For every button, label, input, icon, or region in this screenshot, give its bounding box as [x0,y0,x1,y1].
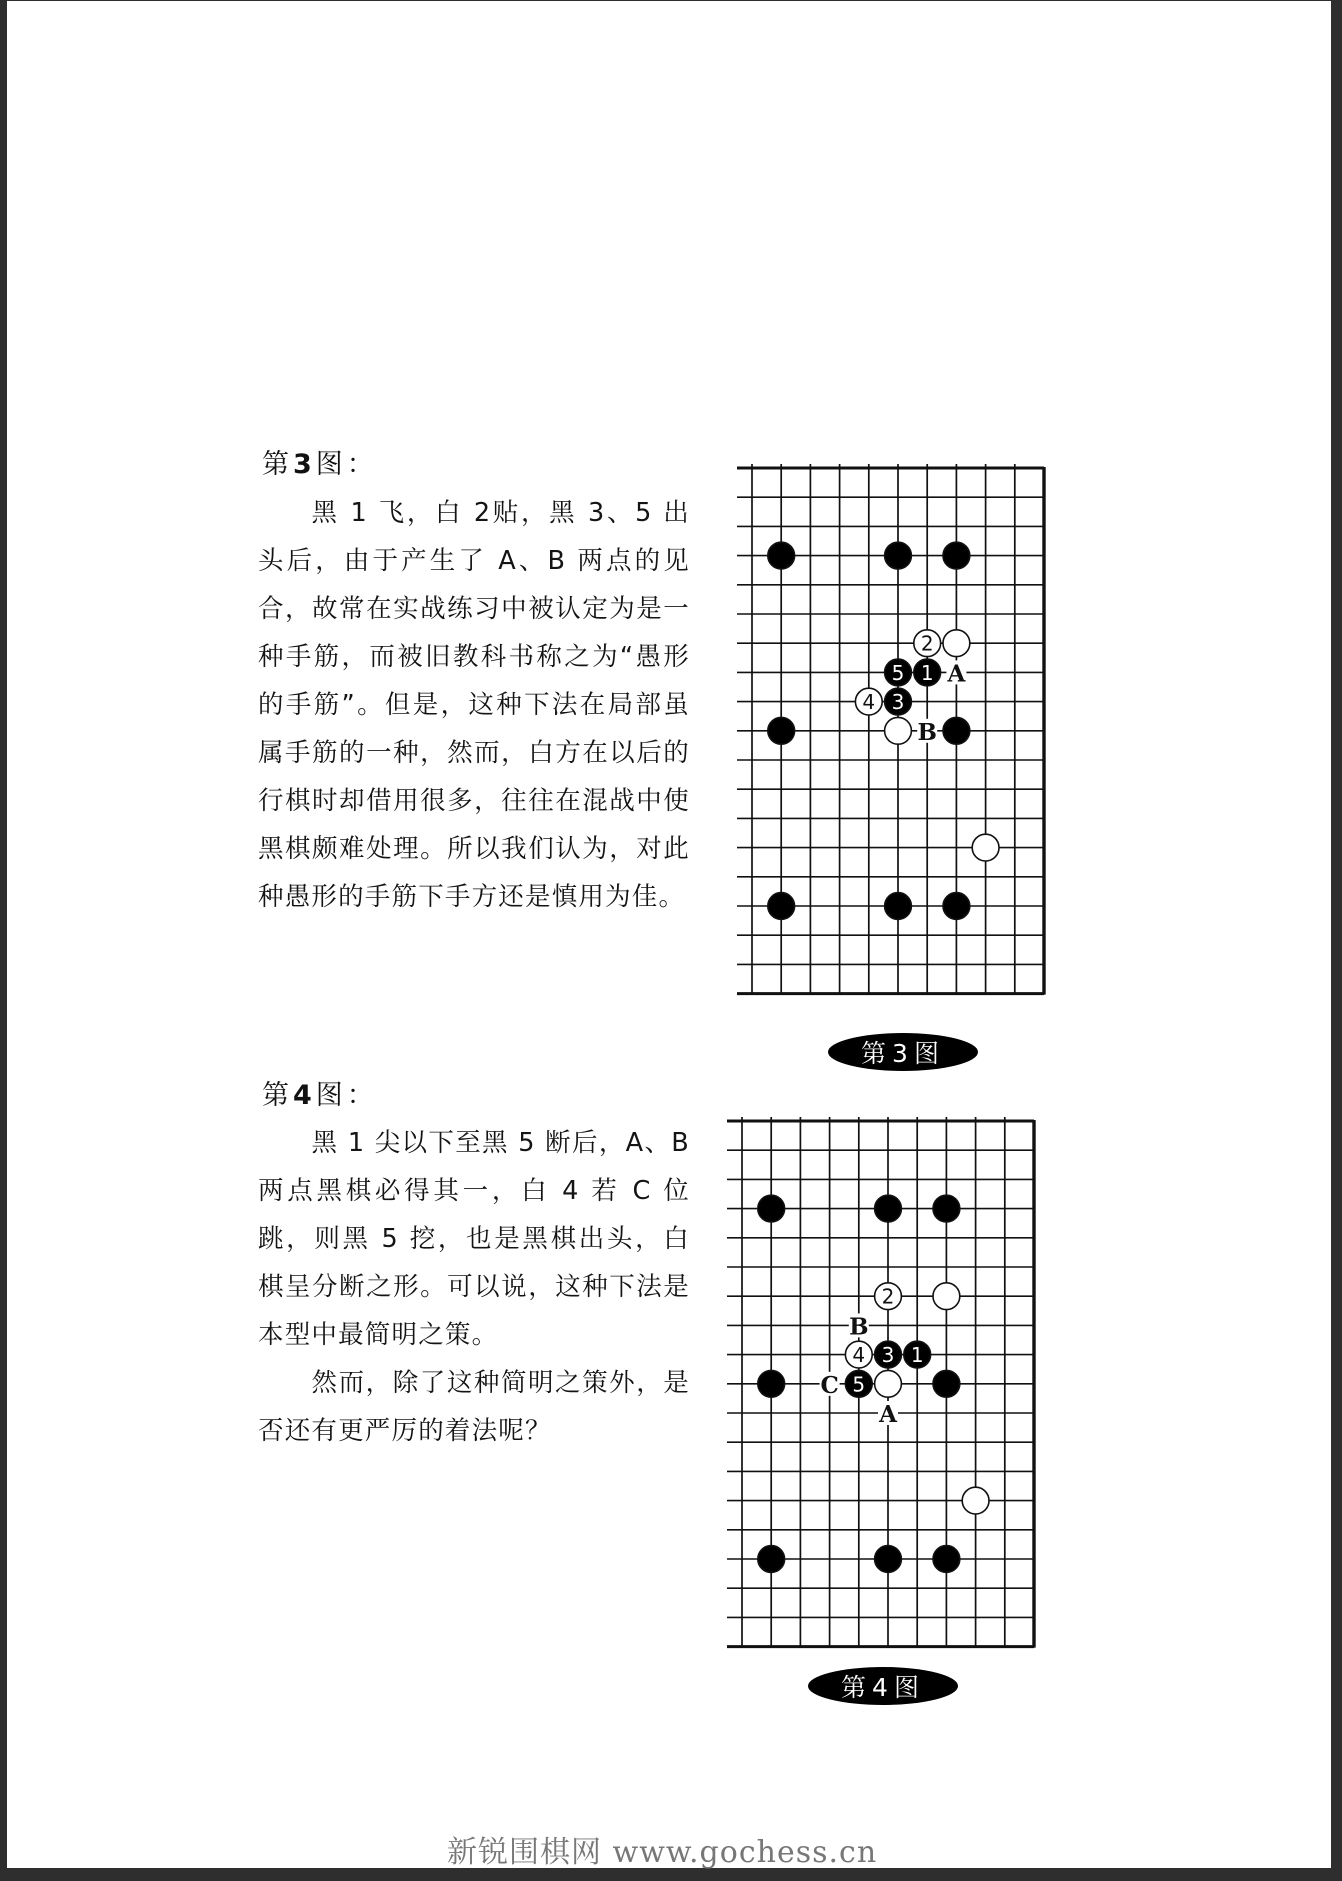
heading-suffix: 图： [315,1080,378,1111]
white-stone-2 [875,1283,902,1310]
section-text-fig3 [258,489,690,921]
heading-number: 4 [293,1080,316,1111]
heading-prefix: 第 [262,449,293,480]
svg-text:A: A [947,660,966,688]
black-stone [875,1195,902,1222]
black-stone [768,893,795,920]
paragraph: 黑 1 尖以下至黑 5 断后，A、B 两点黑棋必得其一，白 4 若 C 位跳，则黑 5 挖，也是黑棋出头，白棋呈分断之形。可以说，这种下法是本型中最简明之策。 [258,1128,690,1350]
black-stone [758,1195,785,1222]
point-label-C [820,1372,840,1399]
white-stone [875,1370,902,1397]
footer-site-name: 新锐围棋网 [447,1835,602,1870]
caption-text: 第4图 [841,1673,925,1702]
book-page [7,1,1331,1868]
point-label-B [917,719,937,746]
white-stone [972,834,999,861]
section-text-fig4 [258,1119,690,1455]
black-stone [933,1546,960,1573]
footer-url[interactable]: www.gochess.cn [612,1835,878,1870]
heading-prefix: 第 [262,1080,293,1111]
paragraph: 黑 1 飞，白 2贴，黑 3、5 出头后，由于产生了 A、B 两点的见合，故常在实战练习中被认定为是一种手筋，而被旧教科书称之为“愚形的手筋”。但是，这种下法在局部虽属手筋的一种，然而，白方在以后的行棋时却借用很多，往往在混战中使黑棋颇难处理。所以我们认为，对此种愚形的手筋下手方还是慎用为佳。 [258,498,690,912]
svg-text:3: 3 [891,690,905,715]
svg-text:1: 1 [910,1343,924,1368]
svg-text:5: 5 [891,660,905,685]
svg-text:2: 2 [920,631,934,656]
point-label-A [878,1401,898,1428]
white-stone [943,630,970,657]
black-stone [768,542,795,569]
svg-text:5: 5 [852,1372,866,1397]
diagram-caption-fig4 [808,1667,958,1705]
go-board-diagram-4 [717,1109,1047,1659]
black-stone-1 [904,1341,931,1368]
white-stone [962,1487,989,1514]
heading-suffix: 图： [315,449,378,480]
caption-text: 第3图 [861,1039,945,1068]
white-stone-2 [914,630,941,657]
white-stone-4 [855,688,882,715]
svg-text:2: 2 [881,1284,895,1309]
white-stone-4 [845,1341,872,1368]
svg-text:A: A [879,1401,897,1428]
black-stone-3 [875,1341,902,1368]
svg-text:4: 4 [862,690,876,715]
black-stone-1 [914,659,941,686]
black-stone [875,1546,902,1573]
heading-number: 3 [293,449,316,480]
white-stone [933,1283,960,1310]
black-stone [943,542,970,569]
svg-text:1: 1 [920,660,934,685]
black-stone [943,893,970,920]
go-board-diagram-3 [727,456,1057,1006]
footer-watermark [447,1827,877,1871]
black-stone-5 [845,1370,872,1397]
black-stone [768,717,795,744]
svg-text:B: B [849,1313,869,1341]
black-stone [943,717,970,744]
svg-text:B: B [917,718,937,746]
white-stone [885,717,912,744]
black-stone [758,1370,785,1397]
black-stone [885,893,912,920]
svg-text:4: 4 [852,1343,866,1368]
black-stone [758,1546,785,1573]
svg-text:C: C [820,1371,839,1399]
point-label-A [946,660,966,687]
black-stone-3 [885,688,912,715]
black-stone [933,1370,960,1397]
point-label-B [849,1313,869,1340]
black-stone [885,542,912,569]
paragraph: 然而，除了这种简明之策外，是否还有更严厉的着法呢？ [258,1368,690,1446]
section-heading-fig4 [262,1073,378,1112]
svg-text:3: 3 [881,1343,895,1368]
black-stone-5 [885,659,912,686]
diagram-caption-fig3 [828,1033,978,1071]
black-stone [933,1195,960,1222]
section-heading-fig3 [262,442,378,481]
